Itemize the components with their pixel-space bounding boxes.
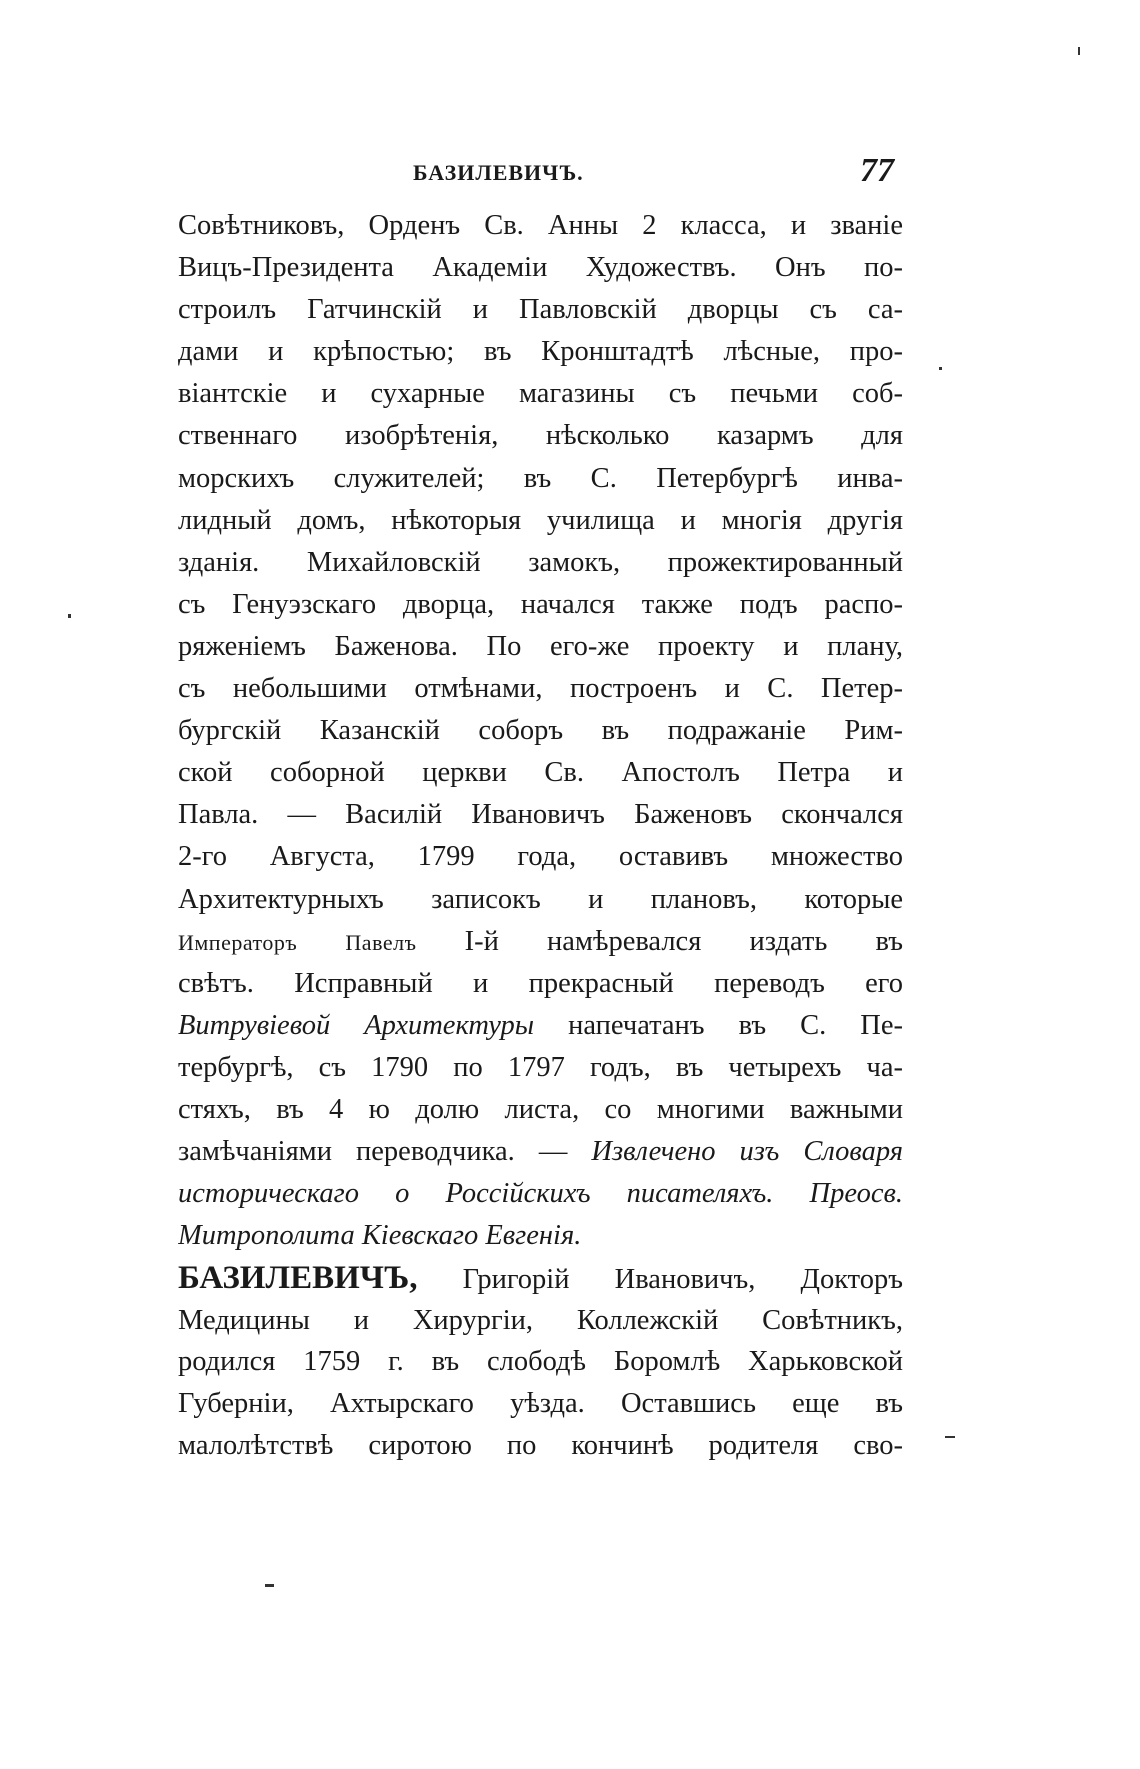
line-text: Григорій Ивановичъ, Докторъ [417,1264,903,1295]
text-line [178,921,903,963]
text-line: віантскіе и сухарные магазины съ печьми соб- [178,378,903,410]
running-head: БАЗИЛЕВИЧЪ. [413,160,584,185]
text-line [178,1258,903,1300]
text-line: лидный домъ, нѣкоторыя училища и многія другія [178,504,903,536]
scan-speck [945,1436,955,1438]
page-number: 77 [860,152,894,189]
text-line-italic: историческаго о Россійскихъ писателяхъ. Преосв. [178,1178,903,1210]
text-line: стяхъ, въ 4 ю долю листа, со многими важными [178,1093,903,1125]
article-continuation [178,205,903,1257]
text-line: свѣтъ. Исправный и прекрасный переводъ его [178,967,903,999]
text-line: съ Генуэзскаго дворца, начался также подъ распо- [178,588,903,620]
scan-speck [1078,47,1080,55]
text-line: Медицины и Хирургіи, Коллежскій Совѣтникъ, [178,1304,903,1336]
text-line: строилъ Гатчинскій и Павловскій дворцы съ са- [178,294,903,326]
line-text: замѣчаніями переводчика. — [178,1136,592,1168]
text-line: морскихъ служителей; въ С. Петербургѣ инва- [178,462,903,494]
text-line: родился 1759 г. въ слободѣ Боромлѣ Харьковской [178,1346,903,1378]
text-line [178,1131,903,1173]
italic-source: Извлечено изъ Словаря [591,1136,903,1168]
text-line: ственнаго изобрѣтенія, нѣсколько казармъ для [178,420,903,452]
small-caps-pavel: Павелъ [345,929,417,955]
scan-speck [265,1584,274,1587]
small-caps-emperor: Императоръ [178,929,298,955]
entry-headword: БАЗИЛЕВИЧЪ, [178,1260,418,1296]
text-line: Губерніи, Ахтырскаго уѣзда. Оставшись еще въ [178,1388,903,1420]
line-text: напечатанъ въ С. Пе- [534,1009,903,1041]
text-line: дами и крѣпостью; въ Кронштадтѣ лѣсные, про- [178,336,903,368]
text-line: Вицъ-Президента Академіи Художествъ. Онъ по- [178,252,903,284]
text-line: бургскій Казанскій соборъ въ подражаніе Рим- [178,715,903,747]
text-line: ской соборной церкви Св. Апостолъ Петра и [178,757,903,789]
text-line: Архитектурныхъ записокъ и плановъ, которые [178,883,903,915]
article-bazilevich [178,1258,903,1466]
text-line: малолѣтствѣ сиротою по кончинѣ родителя сво- [178,1429,903,1461]
text-line-italic: Митрополита Кіевскаго Евгенія. [178,1220,582,1252]
text-line: съ небольшими отмѣнами, построенъ и С. Петер- [178,673,903,705]
italic-title: Витрувіевой Архитектуры [178,1009,535,1041]
line-text: I-й намѣревался издать въ [416,925,903,957]
text-line: Павла. — Василій Ивановичъ Баженовъ скончался [178,799,903,831]
text-line: 2-го Августа, 1799 года, оставивъ множество [178,841,903,873]
text-line: Совѣтниковъ, Орденъ Св. Анны 2 класса, и званіе [178,210,903,241]
text-line [178,1005,903,1047]
scan-speck [68,614,71,618]
scan-speck [939,367,942,370]
text-line: ряженіемъ Баженова. По его-же проекту и плану, [178,630,903,662]
text-line: тербургѣ, съ 1790 по 1797 годъ, въ четырехъ ча- [178,1051,903,1083]
text-line: зданія. Михайловскій замокъ, прожектированный [178,546,903,578]
